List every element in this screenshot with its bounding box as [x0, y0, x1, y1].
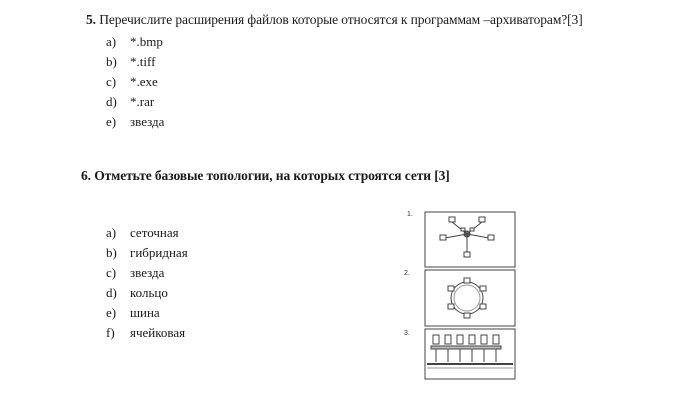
q6-option-d[interactable] [106, 283, 188, 303]
option-letter: d) [106, 94, 117, 109]
bus-topology-diagram [427, 335, 513, 368]
ring-topology-diagram [448, 278, 486, 318]
question-5-title [86, 12, 583, 28]
star-topology-diagram [440, 217, 494, 257]
q6-option-f[interactable] [106, 323, 188, 343]
question-5-text: Перечислите расширения файлов которые относятся к программам –архиваторам?[3] [99, 12, 583, 27]
option-text: шина [130, 305, 160, 320]
option-letter: d) [106, 285, 117, 300]
option-letter: a) [106, 34, 117, 49]
option-text: *.tiff [130, 54, 156, 69]
figure-label-3: 3. [404, 330, 410, 337]
q5-option-a[interactable] [106, 32, 164, 52]
q6-option-b[interactable] [106, 243, 188, 263]
option-text: гибридная [130, 245, 188, 260]
option-letter: c) [106, 74, 117, 89]
question-5-number: 5. [86, 12, 96, 27]
option-text: кольцо [130, 285, 168, 300]
question-6-text: Отметьте базовые топологии, на которых строятся сети [3] [94, 168, 450, 183]
option-text: звезда [130, 265, 165, 280]
q6-option-c[interactable] [106, 263, 188, 283]
star-panel-frame [425, 212, 515, 267]
option-text: *.bmp [130, 34, 163, 49]
q6-option-e[interactable] [106, 303, 188, 323]
question-5-options [106, 32, 164, 132]
q5-option-b[interactable] [106, 52, 164, 72]
q6-option-a[interactable] [106, 223, 188, 243]
option-letter: c) [106, 265, 117, 280]
option-text: сеточная [130, 225, 179, 240]
option-text: *.exe [130, 74, 158, 89]
topology-figure [405, 208, 520, 384]
figure-label-1: 1. [407, 211, 413, 218]
q5-option-d[interactable] [106, 92, 164, 112]
option-letter: a) [106, 225, 117, 240]
topology-diagrams [405, 208, 520, 384]
question-6-options [106, 223, 188, 343]
option-letter: b) [106, 54, 117, 69]
option-letter: e) [106, 114, 117, 129]
q5-option-c[interactable] [106, 72, 164, 92]
question-6-title [81, 168, 450, 184]
option-letter: f) [106, 325, 115, 340]
option-text: ячейковая [130, 325, 186, 340]
q5-option-e[interactable] [106, 112, 164, 132]
option-letter: e) [106, 305, 117, 320]
option-text: звезда [130, 114, 165, 129]
question-6-number: 6. [81, 168, 91, 183]
option-letter: b) [106, 245, 117, 260]
option-text: *.rar [130, 94, 155, 109]
figure-label-2: 2. [404, 270, 410, 277]
